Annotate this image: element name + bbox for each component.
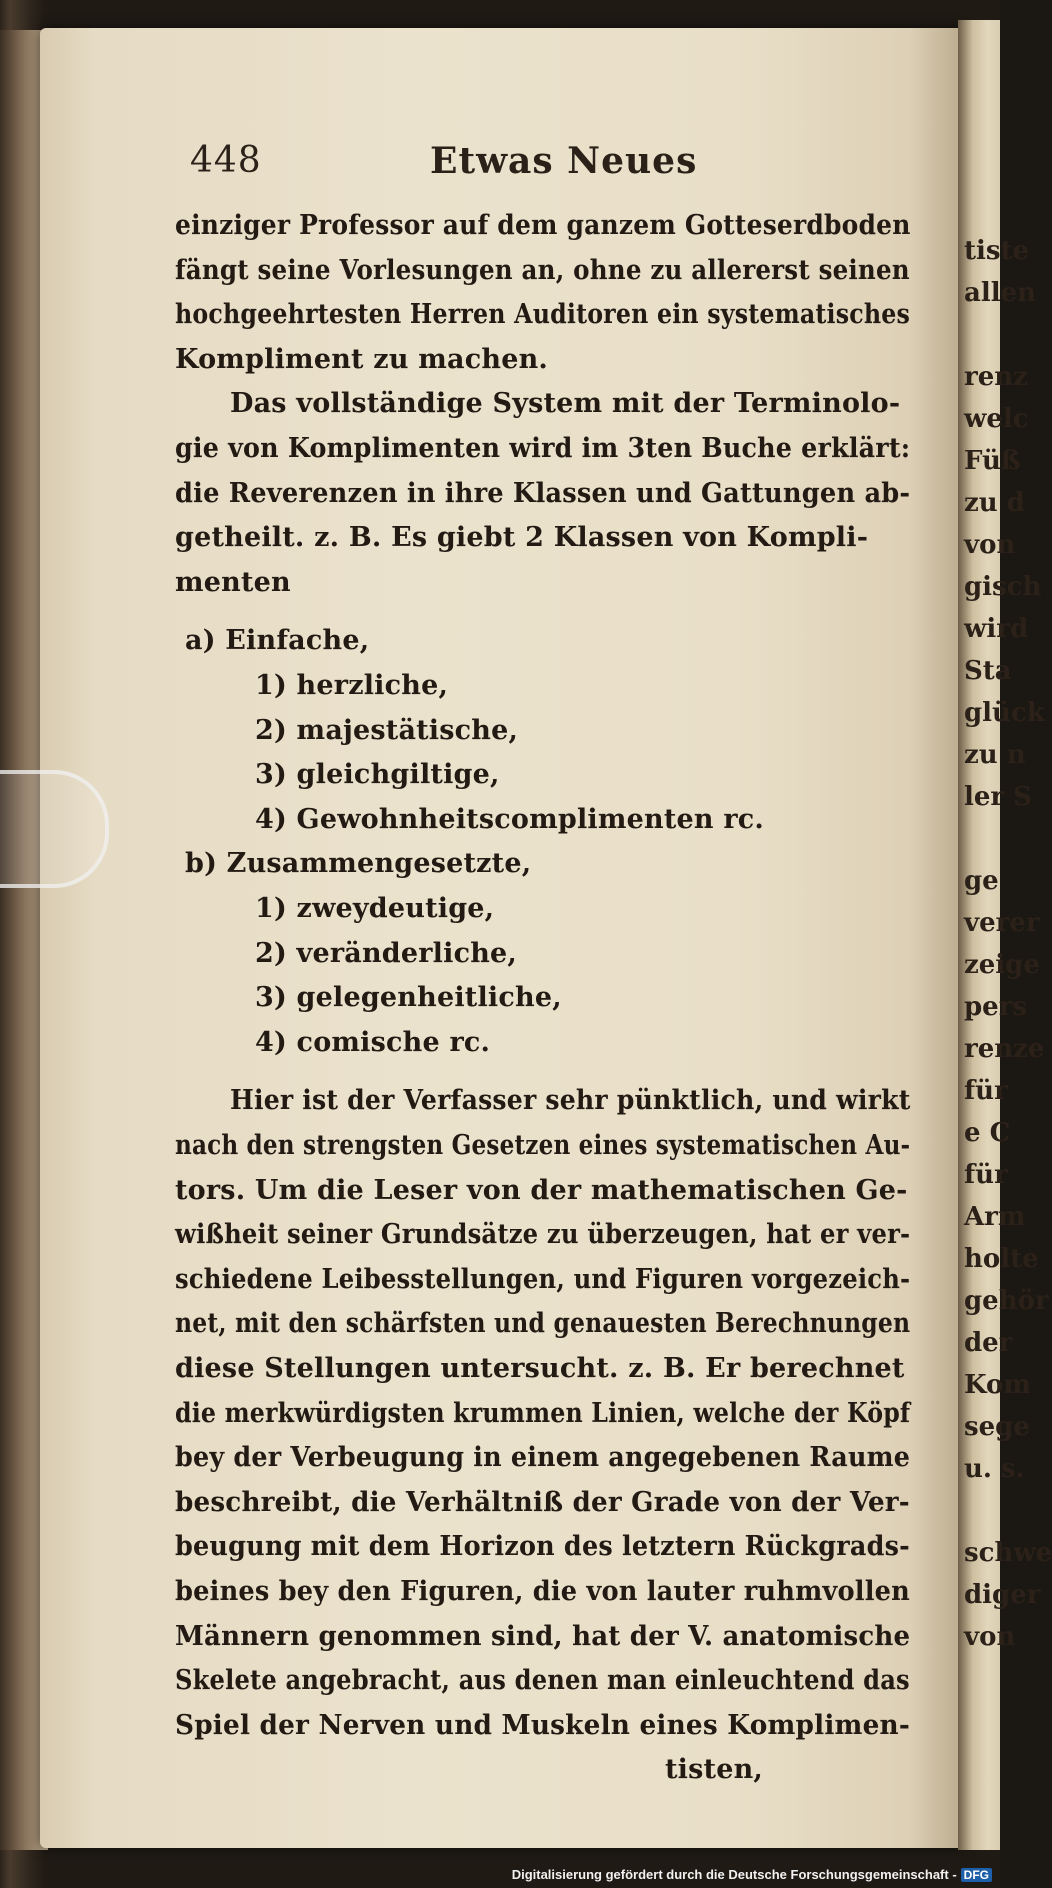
page-header <box>190 140 910 200</box>
text-line: 3) gelegenheitliche, <box>255 982 562 1014</box>
text-line: wißheit seiner Grundsätze zu überzeugen, hat er ver- <box>175 1219 911 1251</box>
text-line: 3) gleichgiltige, <box>255 759 500 791</box>
text-line: die Reverenzen in ihre Klassen und Gattungen ab- <box>175 477 911 509</box>
text-line: tisten, <box>665 1754 764 1786</box>
next-page-fragments: tiste allen renz welc Füß zu d von gisch wird Sta glück zu n ler S ge verer zeige pers renze für e C für Arm holte gehör der Kom sege u. s. schwe diger von <box>964 236 1052 1652</box>
text-line: beschreibt, die Verhältniß der Grade von der Ver- <box>175 1486 910 1518</box>
text-line: b) Zusammengesetzte, <box>185 848 532 880</box>
text-line: 2) majestätische, <box>255 714 519 746</box>
text-line: nach den strengsten Gesetzen eines systematischen Au- <box>175 1130 911 1161</box>
text-line: Das vollständige System mit der Terminolo- <box>230 388 901 420</box>
text-line: 1) herzliche, <box>255 670 449 701</box>
text-line: Spiel der Nerven und Muskeln eines Komplimen- <box>175 1709 910 1741</box>
text-line: fängt seine Vorlesungen an, ohne zu allererst seinen <box>175 254 910 286</box>
text-line: tors. Um die Leser von der mathematischen Ge- <box>175 1174 908 1206</box>
dfg-logo: DFG <box>961 1868 992 1882</box>
text-line: 4) Gewohnheitscomplimenten rc. <box>255 803 764 835</box>
text-line: 4) comische rc. <box>255 1026 491 1058</box>
text-line: beines bey den Figuren, die von lauter ruhmvollen <box>175 1576 911 1607</box>
text-line: net, mit den schärfsten und genauesten Berechnungen <box>175 1308 911 1340</box>
text-line: getheilt. z. B. Es giebt 2 Klassen von Kompli- <box>175 522 869 554</box>
text-line: Hier ist der Verfasser sehr pünktlich, und wirkt <box>230 1085 911 1117</box>
text-line: beugung mit dem Horizon des letztern Rückgrads- <box>175 1531 910 1563</box>
text-line: Kompliment zu machen. <box>175 343 548 375</box>
bookmark-clip <box>0 770 109 888</box>
text-line: 1) zweydeutige, <box>255 893 495 924</box>
text-line: schiedene Leibesstellungen, und Figuren vorgezeich- <box>175 1263 911 1295</box>
text-line: Männern genommen sind, hat der V. anatomische <box>175 1620 911 1652</box>
text-line: Skelete angebracht, aus denen man einleuchtend das <box>175 1665 910 1697</box>
text-line: 2) veränderliche, <box>255 937 518 969</box>
next-page-edge <box>958 20 1052 1850</box>
text-line: einziger Professor auf dem ganzem Gotteserdboden <box>175 210 911 241</box>
text-line: gie von Komplimenten wird im 3ten Buche erklärt: <box>175 433 911 464</box>
digitization-notice <box>512 1867 992 1882</box>
watermark-text: Digitalisierung gefördert durch die Deutsche Forschungsgemeinschaft - <box>511 1867 957 1882</box>
text-line: bey der Verbeugung in einem angegebenen Raume <box>175 1442 911 1474</box>
text-line: a) Einfache, <box>185 625 370 657</box>
text-line: menten <box>175 566 291 598</box>
running-head: Etwas Neues <box>430 140 698 182</box>
text-line: hochgeehrtesten Herren Auditoren ein systematisches <box>175 299 911 331</box>
page-number: 448 <box>190 140 262 181</box>
text-line: die merkwürdigsten krummen Linien, welche der Köpf <box>175 1397 911 1429</box>
text-line: diese Stellungen untersucht. z. B. Er berechnet <box>175 1353 905 1384</box>
